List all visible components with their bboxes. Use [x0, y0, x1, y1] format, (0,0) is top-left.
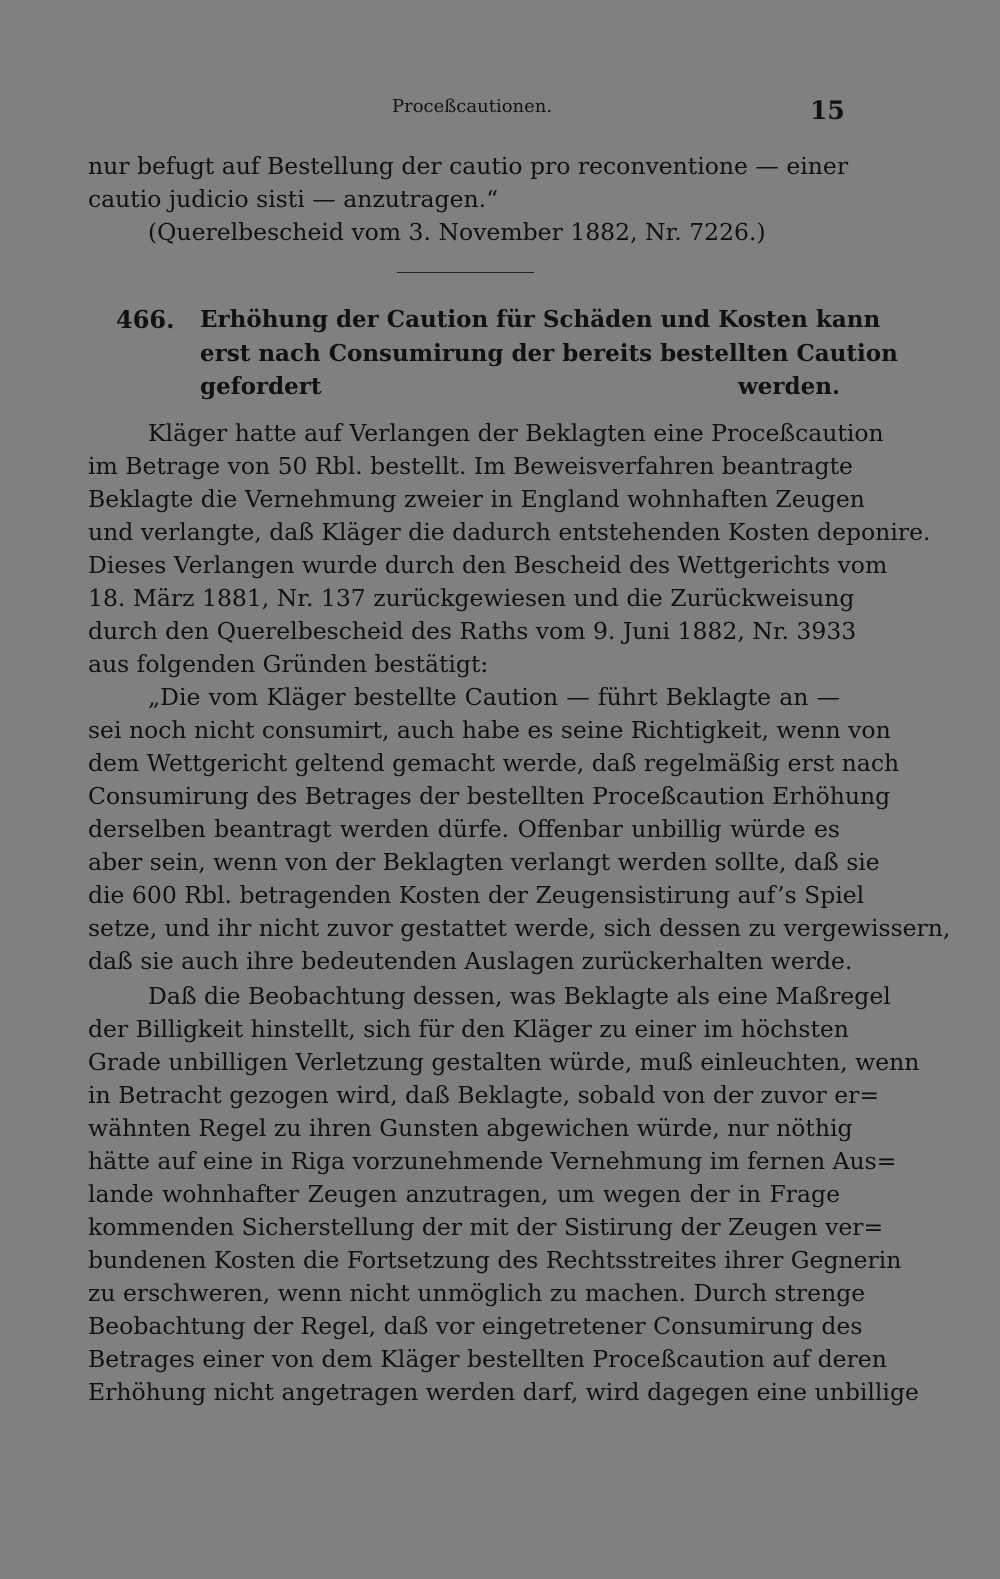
text-line: Grade unbilligen Verletzung gestalten würde, muß einleuchten, wenn — [88, 1048, 920, 1076]
text-line: Beobachtung der Regel, daß vor eingetretener Consumirung des — [88, 1312, 863, 1340]
section-heading-line: gefordert werden. — [200, 373, 840, 400]
section-heading-line: Erhöhung der Caution für Schäden und Kosten kann — [200, 306, 881, 333]
quote-line: setze, und ihr nicht zuvor gestattet werde, sich dessen zu vergewissern, — [88, 914, 951, 942]
quote-line: derselben beantragt werden dürfe. Offenbar unbillig würde es — [88, 815, 840, 843]
text-line: zu erschweren, wenn nicht unmöglich zu machen. Durch strenge — [88, 1279, 866, 1307]
text-line: hätte auf eine in Riga vorzunehmende Vernehmung im fernen Aus= — [88, 1147, 897, 1175]
text-line: im Betrage von 50 Rbl. bestellt. Im Beweisverfahren beantragte — [88, 452, 853, 480]
section-divider — [397, 272, 534, 273]
running-title: Proceßcautionen. — [392, 96, 553, 117]
section-number: 466. — [116, 305, 175, 334]
quote-line: dem Wettgericht geltend gemacht werde, daß regelmäßig erst nach — [88, 749, 900, 777]
quote-line: daß sie auch ihre bedeutenden Auslagen zurückerhalten werde. — [88, 947, 853, 975]
quote-line: aber sein, wenn von der Beklagten verlangt werden sollte, daß sie — [88, 848, 880, 876]
text-line: aus folgenden Gründen bestätigt: — [88, 650, 489, 678]
quote-line: Consumirung des Betrages der bestellten Proceßcaution Erhöhung — [88, 782, 891, 810]
text-line: Kläger hatte auf Verlangen der Beklagten eine Proceßcaution — [148, 419, 884, 447]
text-line: Daß die Beobachtung dessen, was Beklagte als eine Maßregel — [148, 982, 891, 1010]
text-line: wähnten Regel zu ihren Gunsten abgewichen würde, nur nöthig — [88, 1114, 853, 1142]
text-line: Beklagte die Vernehmung zweier in England wohnhaften Zeugen — [88, 485, 865, 513]
citation-line: (Querelbescheid vom 3. November 1882, Nr. 7226.) — [148, 218, 766, 246]
text-line: in Betracht gezogen wird, daß Beklagte, sobald von der zuvor er= — [88, 1081, 880, 1109]
quote-line: sei noch nicht consumirt, auch habe es seine Richtigkeit, wenn von — [88, 716, 891, 744]
text-line: Erhöhung nicht angetragen werden darf, wird dagegen eine unbillige — [88, 1378, 919, 1406]
text-line: Dieses Verlangen wurde durch den Bescheid des Wettgerichts vom — [88, 551, 888, 579]
quote-line: „Die vom Kläger bestellte Caution — führt Beklagte an — — [148, 683, 840, 711]
text-line: 18. März 1881, Nr. 137 zurückgewiesen und die Zurückweisung — [88, 584, 855, 612]
section-heading-line: erst nach Consumirung der bereits bestellten Caution — [200, 340, 898, 367]
text-line: kommenden Sicherstellung der mit der Sistirung der Zeugen ver= — [88, 1213, 884, 1241]
quote-line: die 600 Rbl. betragenden Kosten der Zeugensistirung auf’s Spiel — [88, 881, 865, 909]
page-number: 15 — [810, 96, 845, 125]
text-line: durch den Querelbescheid des Raths vom 9. Juni 1882, Nr. 3933 — [88, 617, 857, 645]
text-line: lande wohnhafter Zeugen anzutragen, um wegen der in Frage — [88, 1180, 840, 1208]
text-line: und verlangte, daß Kläger die dadurch entstehenden Kosten deponire. — [88, 518, 931, 546]
text-line: bundenen Kosten die Fortsetzung des Rechtsstreites ihrer Gegnerin — [88, 1246, 902, 1274]
text-line: cautio judicio sisti — anzutragen.“ — [88, 185, 499, 213]
text-line: nur befugt auf Bestellung der cautio pro reconventione — einer — [88, 152, 849, 180]
text-line: Betrages einer von dem Kläger bestellten Proceßcaution auf deren — [88, 1345, 887, 1373]
running-head — [0, 96, 1000, 126]
text-line: der Billigkeit hinstellt, sich für den Kläger zu einer im höchsten — [88, 1015, 849, 1043]
